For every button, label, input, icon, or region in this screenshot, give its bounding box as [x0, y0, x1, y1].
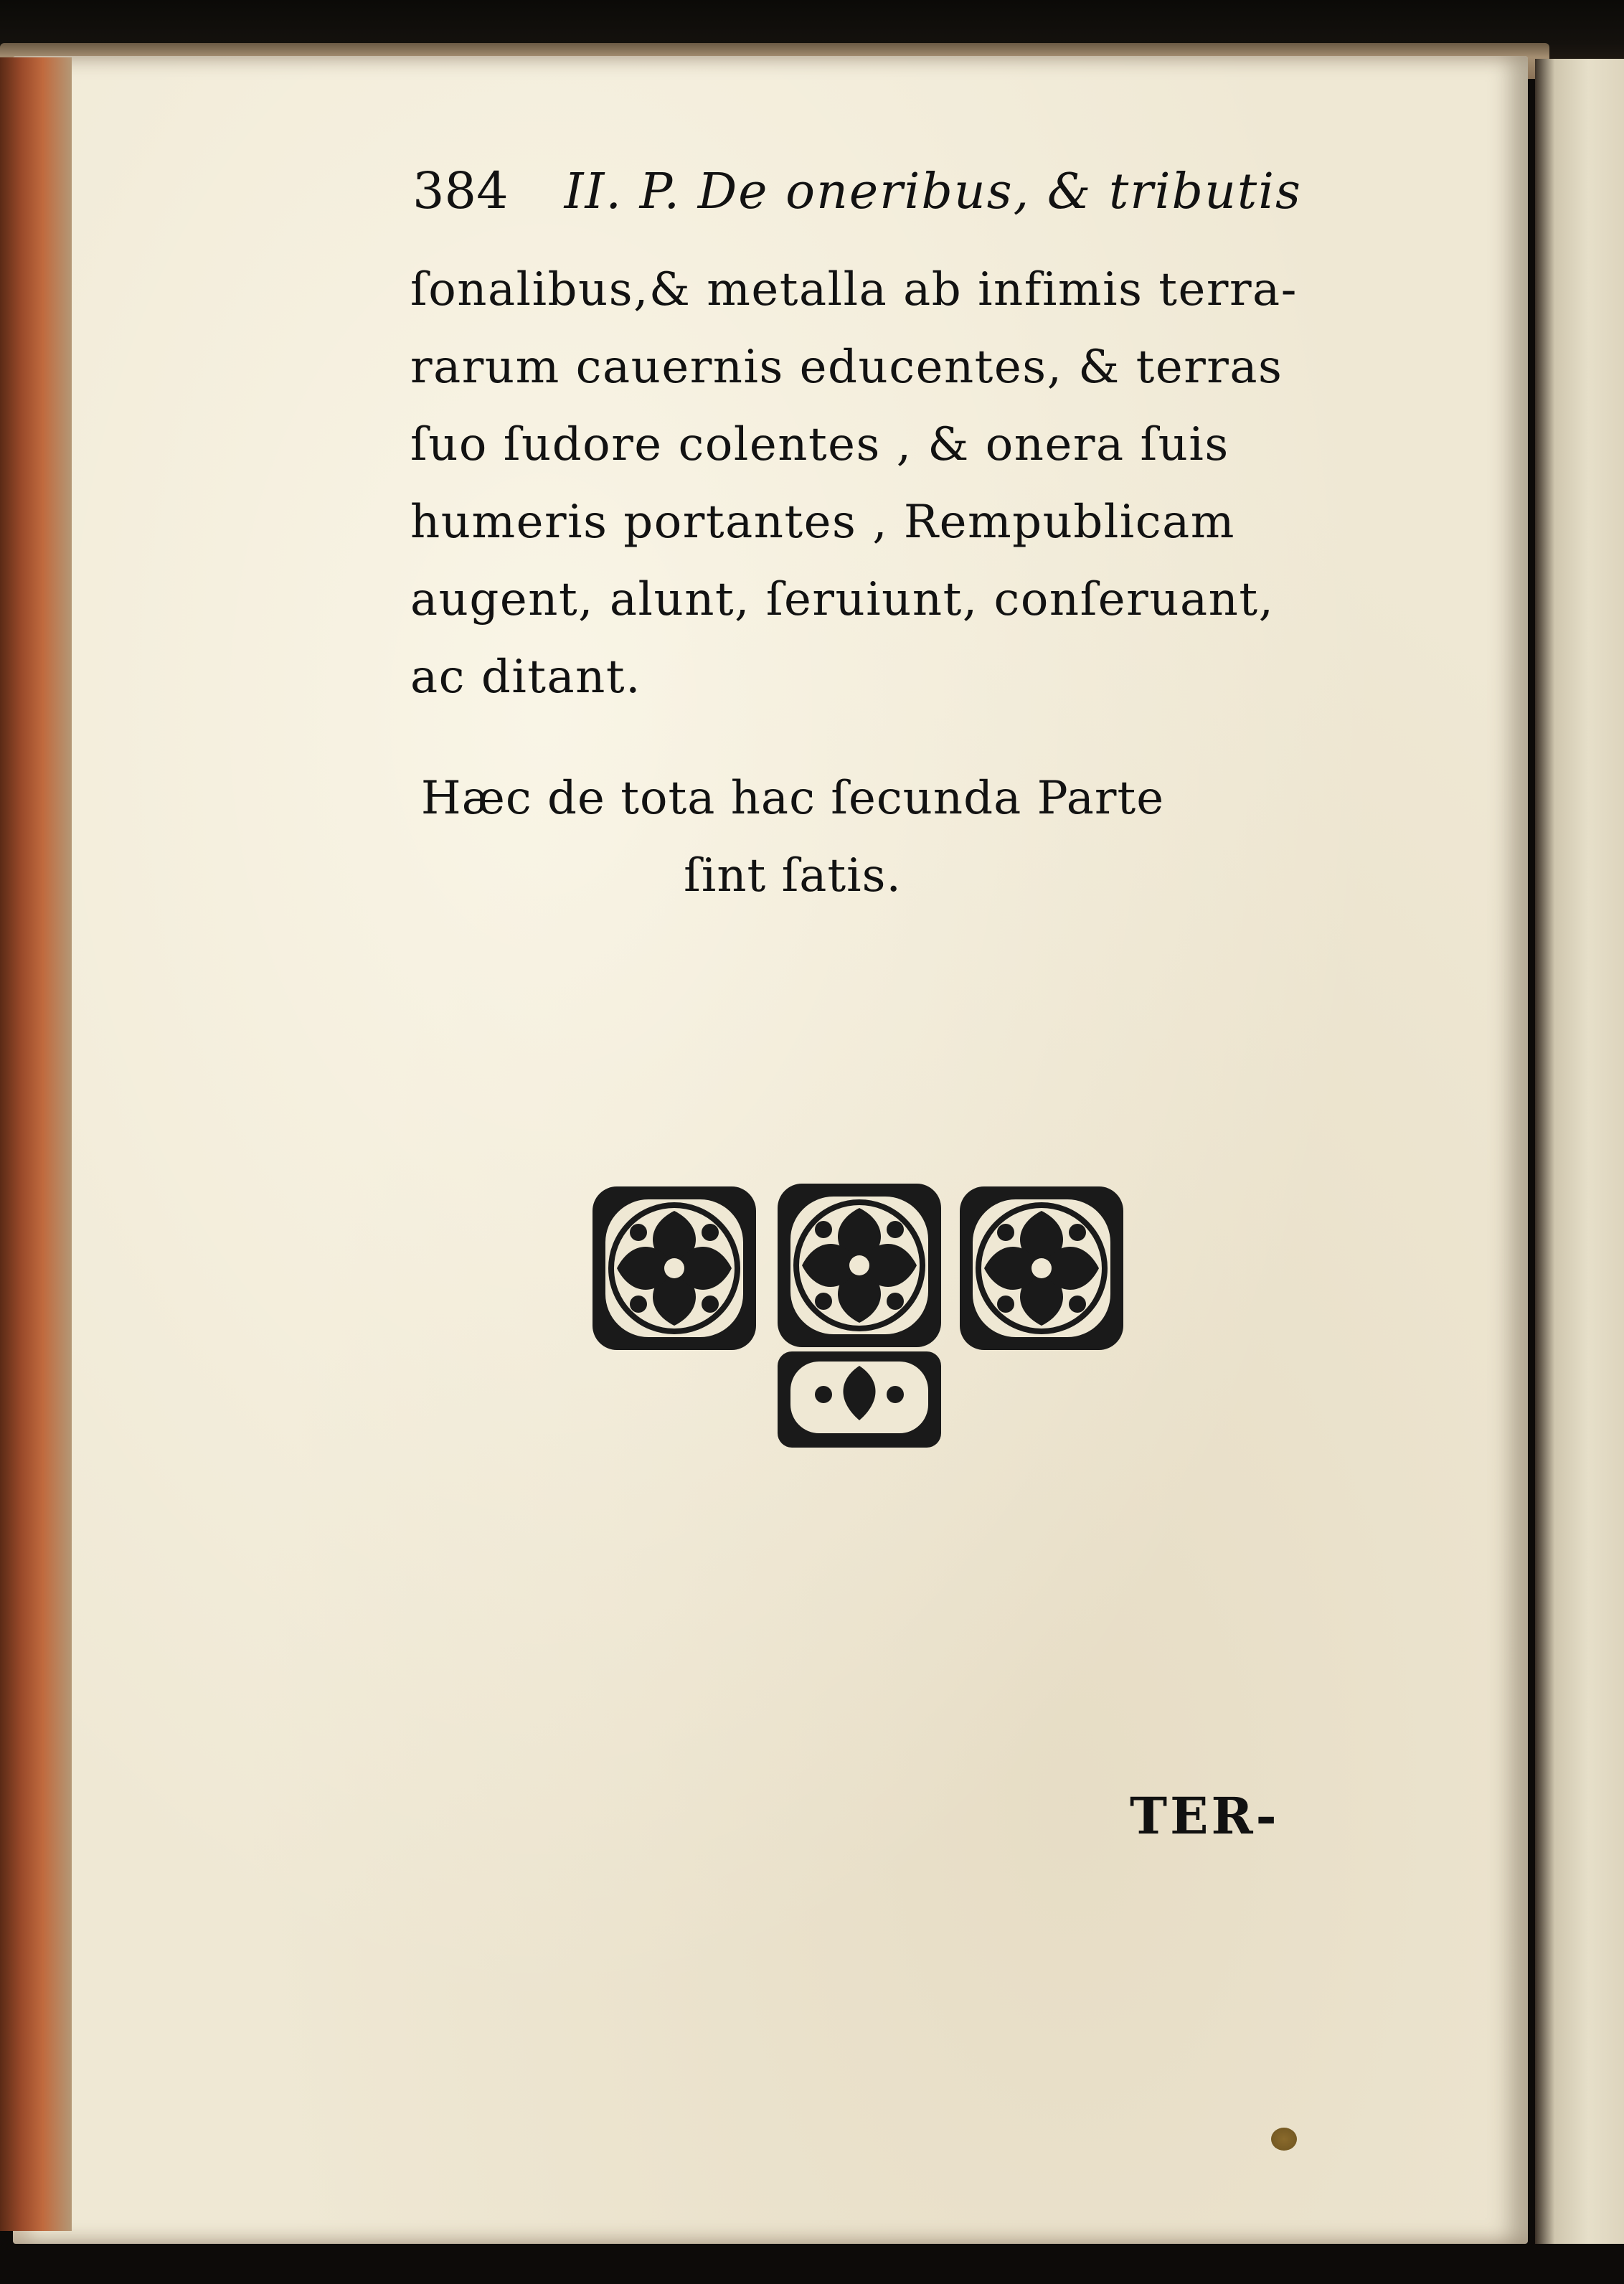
body-line-1: ſonalibus,& metalla ab infimis terra-	[410, 263, 1298, 316]
catchword: TER-	[1130, 1786, 1280, 1846]
page-number: 384	[412, 161, 509, 220]
paper-stain	[1271, 2128, 1297, 2151]
body-line-2: rarum cauernis educentes, & terras	[410, 341, 1283, 394]
body-line-5: augent, alunt, ſeruiunt, conſeruant,	[410, 573, 1275, 626]
page-edge-red	[0, 57, 72, 2231]
bottom-gutter	[0, 2244, 1624, 2284]
running-header	[412, 161, 1313, 233]
closing-line-1: Hæc de tota hac ſecunda Parte	[420, 772, 1165, 825]
facing-page-edge	[1535, 59, 1624, 2247]
body-line-3: ſuo ſudore colentes , & onera ſuis	[410, 418, 1229, 471]
closing-line-2: ſint ſatis.	[684, 849, 902, 902]
running-title: II. P. De oneribus, & tributis	[564, 164, 1302, 220]
body-line-4: humeris portantes , Rempublicam	[410, 496, 1235, 549]
body-line-6: ac ditant.	[410, 651, 641, 704]
fleuron-ornament-icon	[588, 1182, 1133, 1455]
